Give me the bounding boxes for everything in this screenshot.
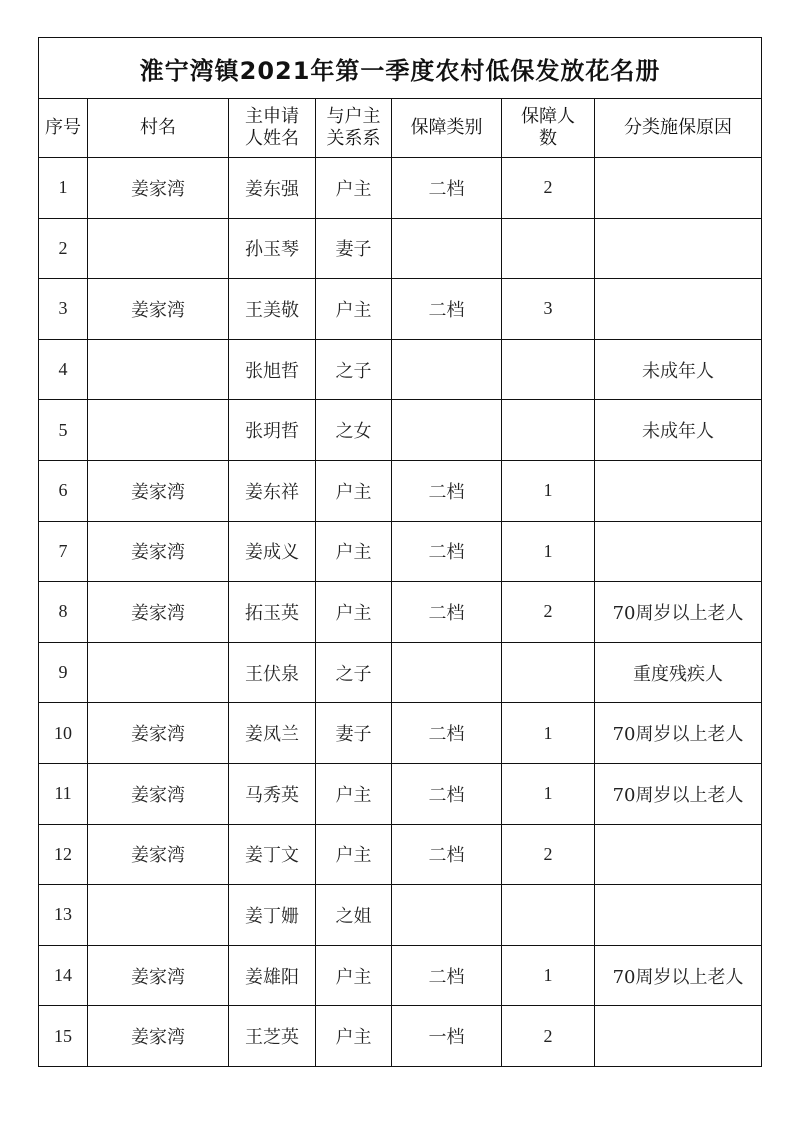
table-row — [39, 218, 762, 279]
cell-category: 二档 — [392, 945, 502, 1006]
cell-name: 姜丁文 — [229, 824, 316, 885]
table-row — [39, 763, 762, 824]
cell-village: 姜家湾 — [88, 460, 229, 521]
cell-category: 二档 — [392, 703, 502, 764]
cell-count: 1 — [502, 763, 595, 824]
cell-reason: 70周岁以上老人 — [595, 703, 762, 764]
cell-count: 2 — [502, 824, 595, 885]
header-relation — [316, 99, 392, 158]
cell-category — [392, 642, 502, 703]
cell-name: 王芝英 — [229, 1006, 316, 1067]
cell-reason — [595, 218, 762, 279]
cell-reason — [595, 824, 762, 885]
cell-reason — [595, 158, 762, 219]
table-row — [39, 824, 762, 885]
cell-village: 姜家湾 — [88, 945, 229, 1006]
cell-name: 孙玉琴 — [229, 218, 316, 279]
cell-reason: 未成年人 — [595, 400, 762, 461]
cell-relation: 之子 — [316, 642, 392, 703]
cell-relation: 户主 — [316, 521, 392, 582]
cell-name: 张旭哲 — [229, 339, 316, 400]
cell-reason: 70周岁以上老人 — [595, 763, 762, 824]
cell-name: 姜东祥 — [229, 460, 316, 521]
cell-relation: 户主 — [316, 824, 392, 885]
cell-seq: 11 — [39, 763, 88, 824]
header-count-line2: 数 — [539, 128, 557, 149]
cell-count: 2 — [502, 582, 595, 643]
header-relation-line2: 关系系 — [326, 128, 381, 149]
cell-seq: 15 — [39, 1006, 88, 1067]
cell-count — [502, 642, 595, 703]
cell-village — [88, 642, 229, 703]
cell-category: 二档 — [392, 279, 502, 340]
header-category: 保障类别 — [392, 99, 502, 158]
cell-seq: 10 — [39, 703, 88, 764]
table-row — [39, 460, 762, 521]
table-row — [39, 400, 762, 461]
cell-name: 王美敬 — [229, 279, 316, 340]
table-row — [39, 1006, 762, 1067]
header-reason: 分类施保原因 — [595, 99, 762, 158]
header-count-line1: 保障人 — [521, 106, 575, 127]
table-row — [39, 885, 762, 946]
cell-relation: 户主 — [316, 1006, 392, 1067]
cell-relation: 之女 — [316, 400, 392, 461]
cell-name: 姜凤兰 — [229, 703, 316, 764]
cell-reason: 未成年人 — [595, 339, 762, 400]
table-row — [39, 582, 762, 643]
cell-category — [392, 339, 502, 400]
cell-village: 姜家湾 — [88, 763, 229, 824]
cell-relation: 户主 — [316, 460, 392, 521]
header-applicant-line1: 主申请 — [245, 106, 299, 127]
cell-category: 二档 — [392, 521, 502, 582]
cell-name: 姜成义 — [229, 521, 316, 582]
cell-seq: 3 — [39, 279, 88, 340]
cell-relation: 之子 — [316, 339, 392, 400]
cell-category: 二档 — [392, 763, 502, 824]
cell-category: 一档 — [392, 1006, 502, 1067]
cell-count: 2 — [502, 1006, 595, 1067]
cell-seq: 1 — [39, 158, 88, 219]
table-row — [39, 945, 762, 1006]
cell-category: 二档 — [392, 460, 502, 521]
cell-category: 二档 — [392, 158, 502, 219]
cell-category — [392, 218, 502, 279]
cell-reason — [595, 279, 762, 340]
cell-category: 二档 — [392, 824, 502, 885]
cell-seq: 4 — [39, 339, 88, 400]
cell-relation: 之姐 — [316, 885, 392, 946]
table-row — [39, 339, 762, 400]
cell-category — [392, 885, 502, 946]
cell-category — [392, 400, 502, 461]
cell-seq: 5 — [39, 400, 88, 461]
cell-village — [88, 400, 229, 461]
cell-count: 1 — [502, 460, 595, 521]
header-applicant — [229, 99, 316, 158]
table-row — [39, 521, 762, 582]
cell-category: 二档 — [392, 582, 502, 643]
header-count — [502, 99, 595, 158]
cell-relation: 妻子 — [316, 218, 392, 279]
table-row — [39, 158, 762, 219]
cell-name: 拓玉英 — [229, 582, 316, 643]
cell-seq: 6 — [39, 460, 88, 521]
cell-name: 姜雄阳 — [229, 945, 316, 1006]
cell-name: 王伏泉 — [229, 642, 316, 703]
cell-relation: 户主 — [316, 763, 392, 824]
header-seq: 序号 — [39, 99, 88, 158]
cell-relation: 户主 — [316, 945, 392, 1006]
cell-count: 1 — [502, 945, 595, 1006]
table-row — [39, 642, 762, 703]
cell-relation: 妻子 — [316, 703, 392, 764]
roster-sheet — [38, 37, 761, 1067]
cell-seq: 8 — [39, 582, 88, 643]
cell-village: 姜家湾 — [88, 703, 229, 764]
table-row — [39, 703, 762, 764]
header-village: 村名 — [88, 99, 229, 158]
cell-seq: 9 — [39, 642, 88, 703]
cell-count: 3 — [502, 279, 595, 340]
cell-reason — [595, 1006, 762, 1067]
cell-reason — [595, 460, 762, 521]
page-title: 淮宁湾镇2021年第一季度农村低保发放花名册 — [39, 38, 762, 99]
cell-count — [502, 885, 595, 946]
cell-reason: 重度残疾人 — [595, 642, 762, 703]
cell-relation: 户主 — [316, 582, 392, 643]
cell-village — [88, 885, 229, 946]
title-row — [39, 38, 762, 99]
cell-reason: 70周岁以上老人 — [595, 945, 762, 1006]
cell-village: 姜家湾 — [88, 824, 229, 885]
cell-count — [502, 400, 595, 461]
cell-count: 1 — [502, 703, 595, 764]
cell-count — [502, 339, 595, 400]
roster-table — [38, 37, 762, 1067]
cell-name: 张玥哲 — [229, 400, 316, 461]
cell-seq: 12 — [39, 824, 88, 885]
cell-seq: 7 — [39, 521, 88, 582]
table-row — [39, 279, 762, 340]
cell-village — [88, 339, 229, 400]
cell-name: 马秀英 — [229, 763, 316, 824]
header-applicant-line2: 人姓名 — [245, 128, 299, 149]
cell-seq: 14 — [39, 945, 88, 1006]
cell-reason — [595, 521, 762, 582]
cell-village: 姜家湾 — [88, 1006, 229, 1067]
cell-name: 姜东强 — [229, 158, 316, 219]
cell-count — [502, 218, 595, 279]
cell-village: 姜家湾 — [88, 521, 229, 582]
cell-village — [88, 218, 229, 279]
cell-village: 姜家湾 — [88, 158, 229, 219]
cell-reason — [595, 885, 762, 946]
header-relation-line1: 与户主 — [326, 106, 381, 127]
cell-relation: 户主 — [316, 158, 392, 219]
cell-name: 姜丁姗 — [229, 885, 316, 946]
cell-count: 1 — [502, 521, 595, 582]
cell-count: 2 — [502, 158, 595, 219]
cell-village: 姜家湾 — [88, 279, 229, 340]
header-row — [39, 99, 762, 158]
cell-seq: 2 — [39, 218, 88, 279]
cell-relation: 户主 — [316, 279, 392, 340]
cell-seq: 13 — [39, 885, 88, 946]
cell-village: 姜家湾 — [88, 582, 229, 643]
cell-reason: 70周岁以上老人 — [595, 582, 762, 643]
